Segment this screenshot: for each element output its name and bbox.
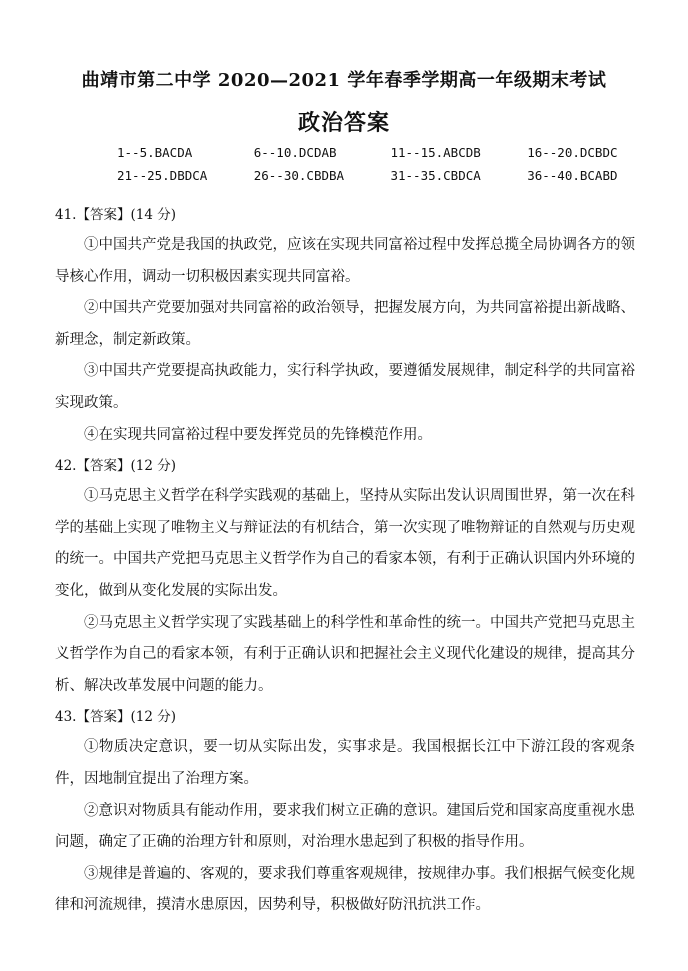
- answer-key-group: 31--35.CBDCA: [390, 168, 481, 183]
- multiple-choice-answer-key: [117, 141, 637, 187]
- answer-key-group: 11--15.ABCDB: [390, 145, 481, 160]
- answer-paragraph: ①中国共产党是我国的执政党，应该在实现共同富裕过程中发挥总揽全局协调各方的领导核心作用，调动一切积极因素实现共同富裕。: [55, 237, 635, 285]
- exam-subtitle: 政治答案: [297, 110, 390, 136]
- answer-key-group: 21--25.DBDCA: [117, 168, 208, 183]
- answer-paragraph: ②马克思主义哲学实现了实践基础上的科学性和革命性的统一。中国共产党把马克思主义哲学作为自己的看家本领，有利于正确认识和把握社会主义现代化建设的规律，提高其分析、解决改革发展中问题的能力。: [55, 614, 635, 694]
- answer-key-group: 6--10.DCDAB: [253, 145, 337, 160]
- answer-key-group: 16--20.DCBDC: [527, 145, 618, 160]
- answer-paragraph: ②中国共产党要加强对共同富裕的政治领导，把握发展方向，为共同富裕提出新战略、新理念，制定新政策。: [55, 300, 635, 348]
- question-heading: 41.【答案】(14 分): [55, 207, 176, 223]
- question-42-section: [55, 451, 635, 702]
- question-heading: 42.【答案】(12 分): [55, 458, 176, 475]
- answer-paragraph: ①物质决定意识，要一切从实际出发，实事求是。我国根据长江中下游江段的客观条件，因地制宜提出了治理方案。: [55, 739, 635, 787]
- answer-key-row: [117, 141, 637, 164]
- question-41-section: [55, 200, 635, 451]
- question-heading: 43.【答案】(12 分): [55, 709, 176, 726]
- answer-key-group: 1--5.BACDA: [117, 145, 193, 160]
- answer-paragraph: ④在实现共同富裕过程中要发挥党员的先锋模范作用。: [84, 426, 432, 443]
- answer-paragraph: ③规律是普遍的、客观的，要求我们尊重客观规律，按规律办事。我们根据气候变化规律和河流规律，摸清水患原因，因势利导，积极做好防汛抗洪工作。: [55, 865, 635, 914]
- answer-paragraph: ②意识对物质具有能动作用，要求我们树立正确的意识。建国后党和国家高度重视水患问题，确定了正确的治理方针和原则，对治理水患起到了积极的指导作用。: [55, 802, 635, 851]
- essay-answers: [55, 200, 635, 922]
- answer-paragraph: ③中国共产党要提高执政能力，实行科学执政，要遵循发展规律，制定科学的共同富裕实现政策。: [55, 363, 635, 411]
- answer-key-group: 26--30.CBDBA: [253, 168, 345, 183]
- question-43-section: [55, 702, 635, 922]
- exam-title: 曲靖市第二中学 2020—2021 学年春季学期高一年级期末考试: [81, 70, 607, 91]
- answer-paragraph: ①马克思主义哲学在科学实践观的基础上，坚持从实际出发认识周围世界，第一次在科学的基础上实现了唯物主义与辩证法的有机结合，第一次实现了唯物辩证的自然观与历史观的统一。中国共产党把马克思主义哲学作为自己的看家本领，有利于正确认识国内外环境的变化，做到从变化发展的实际出发。: [55, 488, 635, 599]
- answer-key-row: [117, 164, 637, 187]
- answer-key-group: 36--40.BCABD: [527, 168, 618, 183]
